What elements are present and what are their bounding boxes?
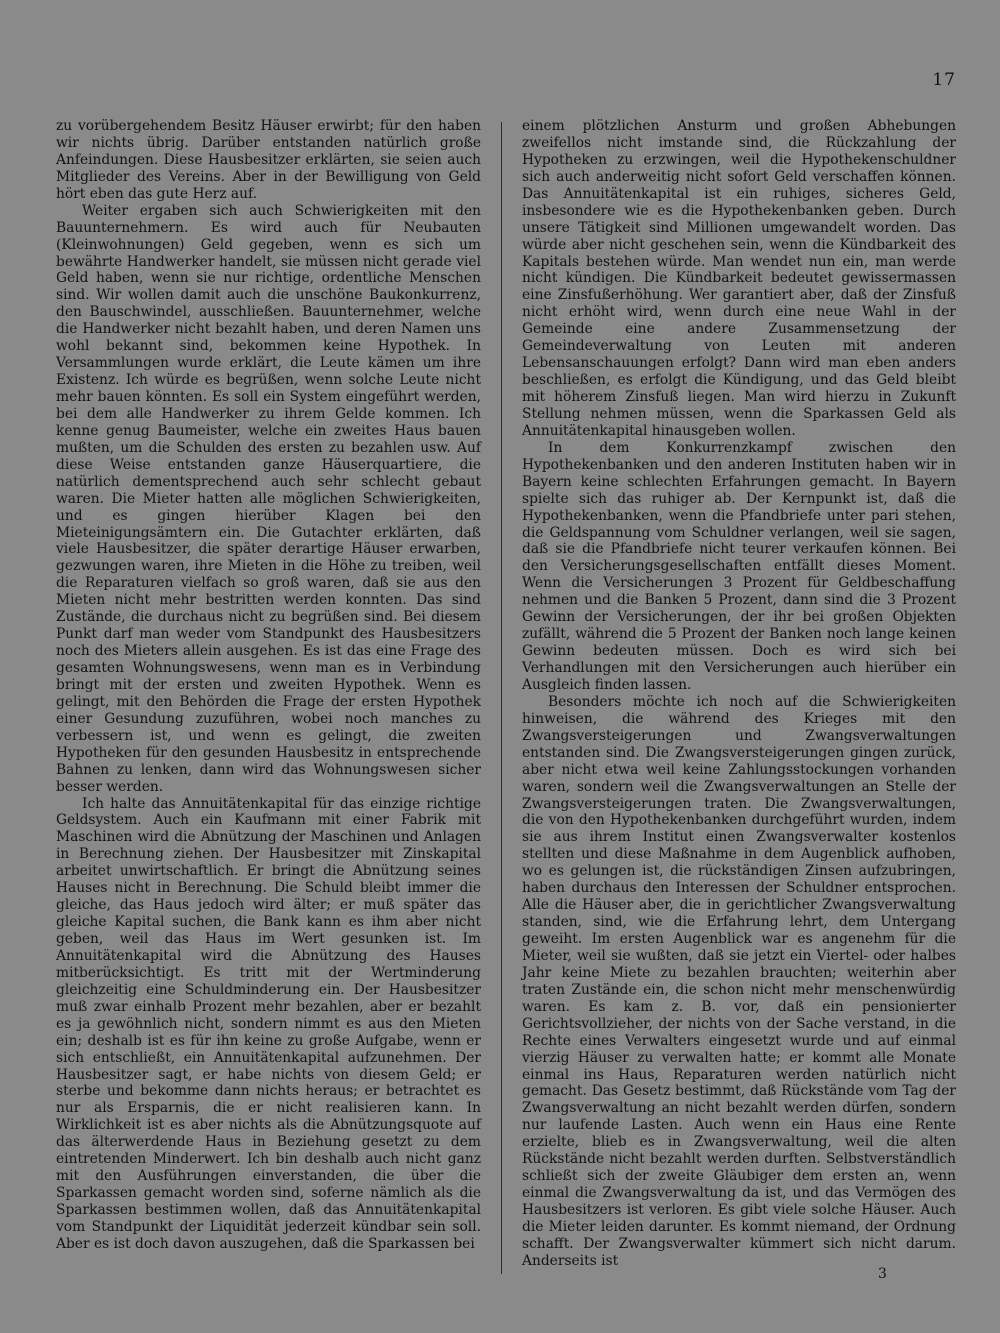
right-paragraph-1: einem plötzlichen Ansturm und großen Abhebungen zweifellos nicht imstande sind, die Rückzahlung der Hypotheken zu erzwingen, weil die Hypothekenschuldner sich auch anderweitig nicht sofort Geld verschaffen können. Das Annuitätenkapital ist ein ruhiges, sicheres Geld, insbesondere wie es die Hypothekenbanken geben. Durch unsere Tätigkeit sind Millionen umgewandelt worden. Das würde aber nicht geschehen sein, wenn die Kündbarkeit des Kapitals bestehen würde. Man wendet nun ein, man werde nicht kündigen. Die Kündbarkeit bedeutet gewissermassen eine Zinsfußerhöhung. Wer garantiert aber, daß der Zinsfuß nicht erhöht wird, wenn durch eine neue Wahl in der Gemeinde eine andere Zusammensetzung der Gemeindeverwaltung von Leuten mit anderen Lebensanschauungen erfolgt? Dann wird man eben anders beschließen, es erfolgt die Kündigung, und das Geld bleibt mit höherem Zinsfuß liegen. Man wird hierzu in Zukunft Stellung nehmen müssen, wenn die Sparkassen Geld als Annuitätenkapital hinausgeben wollen. [522, 118, 956, 439]
right-paragraph-3: Besonders möchte ich noch auf die Schwierigkeiten hinweisen, die während des Krieges mit den Zwangsversteigerungen und Zwangsverwaltungen entstanden sind. Die Zwangsversteigerungen gingen zurück, aber nicht etwa weil keine Zahlungsstockungen vorhanden waren, sondern weil die Zwangsverwaltungen an Stelle der Zwangsversteigerungen traten. Die Zwangsverwaltungen, die von den Hypothekenbanken durchgeführt wurden, indem sie aus ihrem Institut einen Zwangsverwalter kostenlos stellten und diese Maßnahme in dem Augenblick aufhoben, wo es gelungen ist, die rückständigen Zinsen aufzubringen, haben durchaus den Interessen der Schuldner entsprochen. Alle die Häuser aber, die in gerichtlicher Zwangsverwaltung standen, sind, wie die Erfahrung lehrt, dem Untergang geweiht. Im ersten Augenblick war es angenehm für die Mieter, weil sie wußten, daß sie jetzt ein Viertel- oder halbes Jahr keine Miete zu bezahlen brauchten; weiterhin aber traten Zustände ein, die schon nicht mehr menschenwürdig waren. Es kam z. B. vor, daß ein pensionierter Gerichtsvollzieher, der nichts von der Sache verstand, in die Rechte eines Verwalters eingesetzt wurde und auf einmal vierzig Häuser zu verwalten hatte; er kommt alle Monate einmal ins Haus, Reparaturen werden natürlich nicht gemacht. Das Gesetz bestimmt, daß Rückstände vom Tag der Zwangsverwaltung an nicht bezahlt werden dürfen, sondern nur laufende Lasten. Auch wenn ein Haus eine Rente erzielte, blieb es in Zwangsverwaltung, weil die alten Rückstände nicht bezahlt werden durften. Selbstverständlich schließt sich der zweite Gläubiger dem ersten an, wenn einmal die Zwangsverwaltung da ist, und das Vermögen des Hausbesitzers ist verloren. Es gibt viele solche Häuser. Auch die Mieter leiden darunter. Es kommt niemand, der Ordnung schafft. Der Zwangsverwalter kümmert sich nicht darum. Anderseits ist [522, 693, 956, 1269]
signature-mark: 3 [878, 1266, 887, 1282]
right-paragraph-2: In dem Konkurrenzkampf zwischen den Hypothekenbanken und den anderen Instituten haben wir in Bayern keine schlechten Erfahrungen gemacht. In Bayern spielte sich das ruhiger ab. Der Kernpunkt ist, daß die Hypothekenbanken, wenn die Pfandbriefe unter pari stehen, die Geldspannung vom Schuldner verlangen, weil sie sagen, daß sie die Pfandbriefe nicht teurer verkaufen können. Bei den Versicherungsgesellschaften entfällt dieses Moment. Wenn die Versicherungen 3 Prozent für Geldbeschaffung nehmen und die Banken 5 Prozent, dann sind die 3 Prozent Gewinn der Versicherungen, der ihr bei großen Objekten zufällt, während die 5 Prozent der Banken noch lange keinen Gewinn bedeuten müssen. Doch es wird sich bei Verhandlungen mit den Versicherungen auch hierüber ein Ausgleich finden lassen. [522, 439, 956, 693]
right-column [522, 118, 956, 1270]
left-paragraph-1: zu vorübergehendem Besitz Häuser erwirbt; für den haben wir nichts übrig. Darüber entstanden natürlich große Anfeindungen. Diese Hausbesitzer erklärten, sie seien auch Mitglieder des Vereins. Aber in der Bewilligung von Geld hört eben das gute Herz auf. [56, 118, 481, 202]
page-number: 17 [932, 70, 956, 90]
left-column [56, 118, 481, 1253]
left-paragraph-3: Ich halte das Annuitätenkapital für das einzige richtige Geldsystem. Auch ein Kaufmann mit einer Fabrik mit Maschinen wird die Abnützung der Maschinen und Anlagen in Berechnung ziehen. Der Hausbesitzer mit Zinskapital arbeitet unwirtschaftlich. Er bringt die Abnützung seines Hauses nicht in Berechnung. Die Schuld bleibt immer die gleiche, das Haus jedoch wird älter; er muß später das gleiche Kapital suchen, die Bank kann es ihm aber nicht geben, weil das Haus im Wert gesunken ist. Im Annuitätenkapital wird die Abnützung des Hauses mitberücksichtigt. Es tritt mit der Wertminderung gleichzeitig eine Schuldminderung ein. Der Hausbesitzer muß zwar einhalb Prozent mehr bezahlen, aber er bezahlt es ja gewöhnlich nicht, sondern nimmt es aus den Mieten ein; deshalb ist es für ihn keine zu große Aufgabe, wenn er sich entschließt, ein Annuitätenkapital aufzunehmen. Der Hausbesitzer sagt, er habe nichts von diesem Geld; er sterbe und bekomme dann nichts heraus; er betrachtet es nur als Ersparnis, die er nicht realisieren kann. In Wirklichkeit ist es aber nichts als die Abnützungsquote auf das älterwerdende Haus in Beziehung gesetzt zu dem eintretenden Minderwert. Ich bin deshalb auch nicht ganz mit den Ausführungen einverstanden, die über die Sparkassen gemacht worden sind, soferne nämlich als die Sparkassen bestimmen wollen, daß das Annuitätenkapital vom Standpunkt der Liquidität jederzeit kündbar sein soll. Aber es ist doch davon auszugehen, daß die Sparkassen bei [56, 795, 481, 1252]
left-paragraph-2: Weiter ergaben sich auch Schwierigkeiten mit den Bauunternehmern. Es wird auch für Neubauten (Kleinwohnungen) Geld gegeben, wenn es sich um bewährte Handwerker handelt, sie müssen nicht gerade viel Geld haben, wenn sie nur richtige, ordentliche Menschen sind. Wir wollen damit auch die unschöne Baukonkurrenz, den Bauschwindel, ausschließen. Bauunternehmer, welche die Handwerker nicht bezahlt haben, und deren Namen uns wohl bekannt sind, bekommen keine Hypothek. In Versammlungen wurde erklärt, die Leute kämen um ihre Existenz. Ich würde es begrüßen, wenn solche Leute nicht mehr bauen könnten. Es soll ein System eingeführt werden, bei dem alle Handwerker zu ihrem Gelde kommen. Ich kenne genug Baumeister, welche ein zweites Haus bauen mußten, um die Schulden des ersten zu bezahlen usw. Auf diese Weise entstanden ganze Häuserquartiere, die natürlich dementsprechend auch sehr schlecht gebaut waren. Die Mieter hatten alle möglichen Schwierigkeiten, und es gingen hierüber Klagen bei den Mieteinigungsämtern ein. Die Gutachter erklärten, daß viele Hausbesitzer, die später derartige Häuser erwarben, gezwungen waren, ihre Mieten in die Höhe zu treiben, weil die Reparaturen vielfach so groß waren, daß sie aus den Mieten nicht mehr bestritten werden konnten. Das sind Zustände, die durchaus nicht zu begrüßen sind. Bei diesem Punkt darf man weder vom Standpunkt des Hausbesitzers noch des Mieters allein ausgehen. Es ist das eine Frage des gesamten Wohnungswesens, wenn man es in Verbindung bringt mit der ersten und zweiten Hypothek. Wenn es gelingt, mit den Behörden die Frage der ersten Hypothek einer Gesundung zuzuführen, wobei noch manches zu verbessern ist, und wenn es gelingt, die zweiten Hypotheken für den gesunden Hausbesitz in entsprechende Bahnen zu lenken, dann wird das Wohnungswesen sicher besser werden. [56, 202, 481, 795]
column-divider [501, 122, 502, 1274]
